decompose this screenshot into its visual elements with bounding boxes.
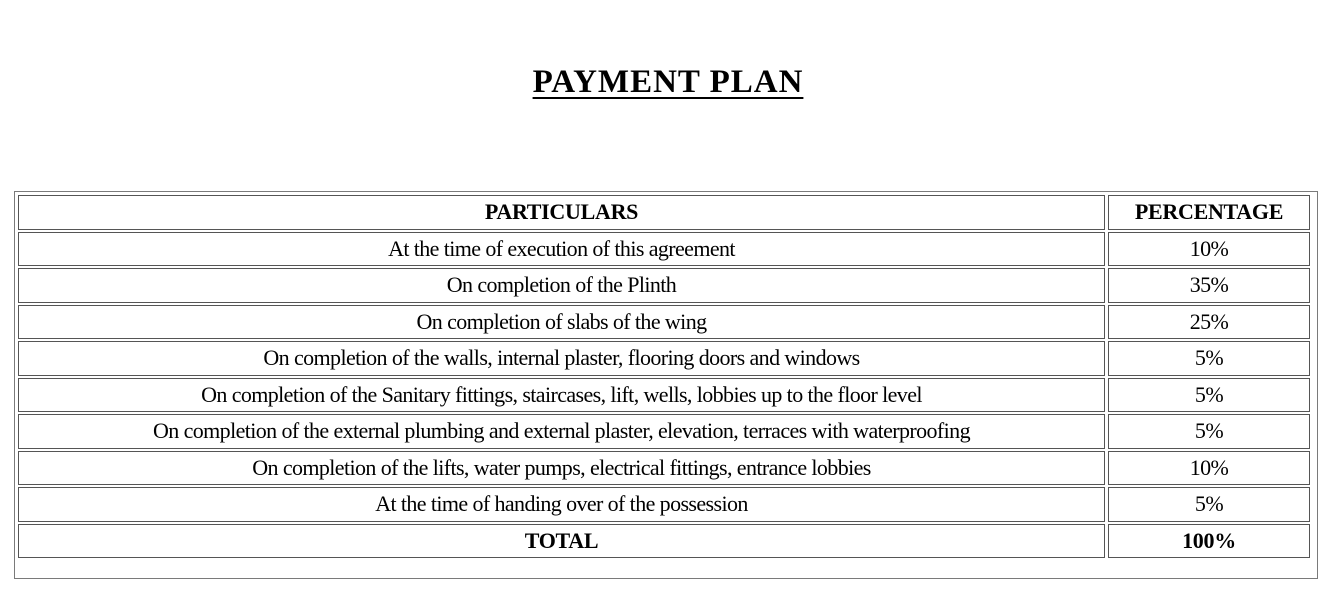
table-row (18, 341, 1310, 376)
row-percentage: 10% (1108, 451, 1310, 486)
row-percentage: 5% (1108, 341, 1310, 376)
row-particular: On completion of the lifts, water pumps, electrical fittings, entrance lobbies (18, 451, 1105, 486)
payment-plan-table (15, 193, 1313, 560)
row-particular: On completion of the external plumbing and external plaster, elevation, terraces with waterproofing (18, 414, 1105, 449)
table-row (18, 451, 1310, 486)
page-title (0, 62, 1336, 102)
row-percentage: 25% (1108, 305, 1310, 340)
table-total-row (18, 524, 1310, 559)
page-title-text: PAYMENT PLAN (532, 64, 804, 100)
row-percentage: 10% (1108, 232, 1310, 267)
row-percentage: 35% (1108, 268, 1310, 303)
row-particular: On completion of slabs of the wing (18, 305, 1105, 340)
row-particular: At the time of handing over of the possession (18, 487, 1105, 522)
header-particulars: PARTICULARS (18, 195, 1105, 230)
row-particular: On completion of the Plinth (18, 268, 1105, 303)
table-row (18, 305, 1310, 340)
row-percentage: 5% (1108, 414, 1310, 449)
row-percentage: 5% (1108, 378, 1310, 413)
table-row (18, 268, 1310, 303)
payment-plan-table-frame (14, 191, 1318, 579)
table-row (18, 414, 1310, 449)
table-row (18, 487, 1310, 522)
row-particular: At the time of execution of this agreement (18, 232, 1105, 267)
table-header-row (18, 195, 1310, 230)
table-row (18, 232, 1310, 267)
header-percentage: PERCENTAGE (1108, 195, 1310, 230)
row-particular: On completion of the Sanitary fittings, staircases, lift, wells, lobbies up to the floor level (18, 378, 1105, 413)
total-label: TOTAL (18, 524, 1105, 559)
row-particular: On completion of the walls, internal plaster, flooring doors and windows (18, 341, 1105, 376)
total-percentage: 100% (1108, 524, 1310, 559)
row-percentage: 5% (1108, 487, 1310, 522)
table-row (18, 378, 1310, 413)
